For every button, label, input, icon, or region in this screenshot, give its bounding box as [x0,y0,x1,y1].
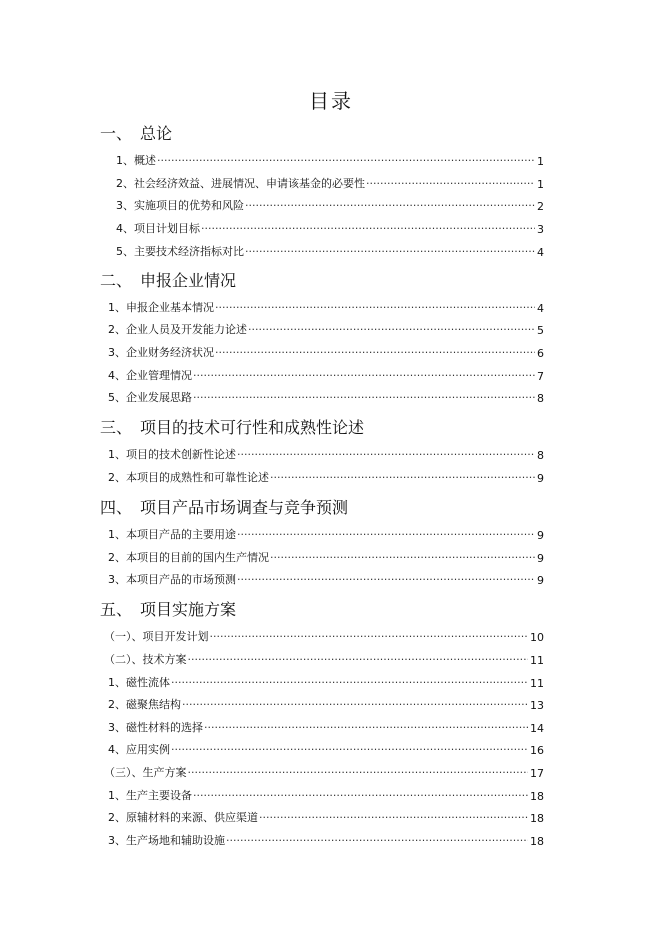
entry-text: 生产场地和辅助设施 [126,834,225,847]
entry-page: 8 [537,392,544,405]
entry-text: 磁性材料的选择 [126,721,203,734]
entry-page: 6 [537,347,544,360]
dot-leader [201,222,535,236]
toc-entry[interactable] [116,152,544,168]
entry-page: 2 [537,200,544,213]
toc-entry[interactable] [108,719,544,735]
entry-number: 1、 [108,448,126,461]
entry-page: 4 [537,246,544,259]
toc-entry[interactable] [108,367,544,383]
toc-entry[interactable] [108,571,544,587]
toc-entry[interactable] [108,344,544,360]
entry-page: 9 [537,529,544,542]
entry-number: 1、 [116,154,134,167]
toc-entry[interactable] [108,389,544,405]
section-title: 申报企业情况 [140,271,237,290]
dot-leader [193,369,535,383]
entry-page: 17 [530,767,544,780]
entry-text: 主要技术经济指标对比 [134,245,244,258]
entry-page: 9 [537,552,544,565]
entry-number: （三）、 [104,766,143,779]
entry-page: 7 [537,370,544,383]
entry-text: 企业财务经济状况 [126,346,214,359]
dot-leader [193,391,535,405]
entry-number: 5、 [108,391,126,404]
entry-page: 13 [530,699,544,712]
entry-number: 5、 [116,245,134,258]
dot-leader [270,551,535,565]
toc-entry[interactable] [116,175,544,191]
dot-leader [215,346,535,360]
entry-number: 1、 [108,789,126,802]
entry-number: 2、 [108,811,126,824]
entry-number: 2、 [116,177,134,190]
dot-leader [188,766,529,780]
dot-leader [245,199,535,213]
section-number: 三、 [100,418,133,437]
dot-leader [215,301,535,315]
dot-leader [237,448,535,462]
entry-page: 16 [530,744,544,757]
section-number: 四、 [100,498,133,517]
entry-text: 项目的技术创新性论述 [126,448,236,461]
entry-number: 2、 [108,323,126,336]
entry-page: 1 [537,155,544,168]
entry-number: （二）、 [104,653,143,666]
entry-number: 2、 [108,551,126,564]
entry-text: 企业人员及开发能力论述 [126,323,247,336]
entry-text: 本项目的成熟性和可靠性论述 [126,471,269,484]
entry-page: 1 [537,178,544,191]
dot-leader [157,154,535,168]
dot-leader [237,573,535,587]
entry-text: 生产主要设备 [126,789,192,802]
entry-number: 3、 [108,573,126,586]
entry-text: 磁性流体 [126,676,170,689]
toc-entry[interactable] [104,651,544,667]
section-heading[interactable] [100,415,364,438]
toc-entry[interactable] [108,549,544,565]
entry-number: 2、 [108,698,126,711]
section-title: 总论 [140,124,173,143]
dot-leader [188,653,529,667]
toc-entry[interactable] [104,764,544,780]
section-heading[interactable] [100,597,236,620]
section-title: 项目的技术可行性和成熟性论述 [140,418,365,437]
toc-entry[interactable] [108,469,544,485]
dot-leader [248,323,535,337]
section-heading[interactable] [100,121,172,144]
entry-text: 应用实例 [126,743,170,756]
dot-leader [204,721,528,735]
toc-entry[interactable] [108,696,544,712]
entry-page: 5 [537,324,544,337]
section-title: 项目产品市场调查与竞争预测 [140,498,349,517]
section-number: 一、 [100,124,133,143]
toc-entry[interactable] [116,243,544,259]
entry-number: 4、 [108,369,126,382]
toc-title: 目录 [309,89,353,113]
entry-number: 2、 [108,471,126,484]
entry-page: 14 [530,722,544,735]
dot-leader [366,177,535,191]
entry-text: 磁聚焦结构 [126,698,181,711]
entry-page: 18 [530,835,544,848]
toc-entry[interactable] [116,220,544,236]
entry-number: 1、 [108,301,126,314]
toc-entry[interactable] [108,787,544,803]
entry-number: 4、 [108,743,126,756]
entry-number: 3、 [116,199,134,212]
toc-entry[interactable] [108,446,544,462]
entry-page: 11 [530,654,544,667]
entry-text: 社会经济效益、进展情况、申请该基金的必要性 [134,177,365,190]
toc-entry[interactable] [104,628,544,644]
entry-text: 企业管理情况 [126,369,192,382]
entry-number: 4、 [116,222,134,235]
toc-entry[interactable] [108,809,544,825]
entry-text: 原辅材料的来源、供应渠道 [126,811,258,824]
entry-number: 1、 [108,528,126,541]
entry-page: 11 [530,677,544,690]
dot-leader [171,676,528,690]
dot-leader [245,245,535,259]
section-number: 五、 [100,600,133,619]
entry-number: 3、 [108,834,126,847]
entry-text: 企业发展思路 [126,391,192,404]
entry-page: 8 [537,449,544,462]
entry-page: 18 [530,812,544,825]
dot-leader [193,789,528,803]
toc-entry[interactable] [108,299,544,315]
toc-entry[interactable] [116,197,544,213]
entry-page: 10 [530,631,544,644]
entry-page: 3 [537,223,544,236]
dot-leader [259,811,528,825]
entry-text: 技术方案 [142,653,187,666]
entry-text: 概述 [134,154,156,167]
entry-page: 18 [530,790,544,803]
dot-leader [270,471,535,485]
entry-text: 实施项目的优势和风险 [134,199,244,212]
entry-number: 1、 [108,676,126,689]
section-heading[interactable] [100,495,348,518]
entry-page: 9 [537,472,544,485]
entry-text: 项目开发计划 [142,630,209,643]
dot-leader [171,743,528,757]
toc-entry[interactable] [108,832,544,848]
dot-leader [226,834,528,848]
entry-text: 项目计划目标 [134,222,200,235]
section-heading[interactable] [100,268,236,291]
entry-page: 9 [537,574,544,587]
toc-entry[interactable] [108,526,544,542]
dot-leader [237,528,535,542]
entry-text: 本项目的目前的国内生产情况 [126,551,269,564]
entry-text: 本项目产品的主要用途 [126,528,236,541]
entry-text: 申报企业基本情况 [126,301,214,314]
entry-text: 本项目产品的市场预测 [126,573,236,586]
dot-leader [210,630,529,644]
entry-number: 3、 [108,346,126,359]
section-number: 二、 [100,271,133,290]
entry-page: 4 [537,302,544,315]
section-title: 项目实施方案 [140,600,237,619]
entry-number: 3、 [108,721,126,734]
toc-entry[interactable] [108,674,544,690]
entry-text: 生产方案 [142,766,187,779]
toc-entry[interactable] [108,741,544,757]
toc-entry[interactable] [108,321,544,337]
entry-number: （一）、 [104,630,143,643]
dot-leader [182,698,528,712]
